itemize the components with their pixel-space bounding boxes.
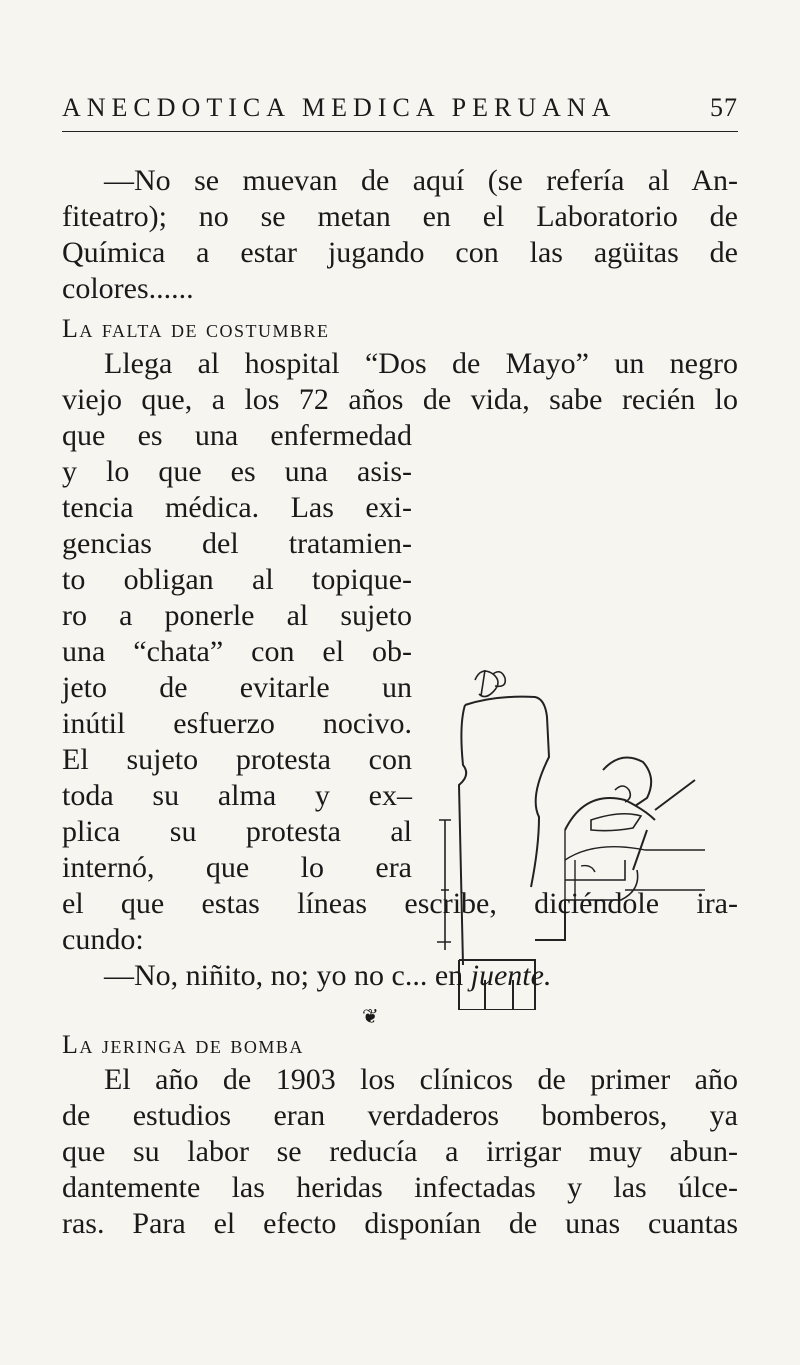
text-line: El sujeto protesta con (62, 743, 412, 776)
text-line: que es una enfermedad (62, 419, 412, 452)
running-head (62, 93, 738, 123)
text-line: ras. Para el efecto disponían de unas cuantas (62, 1207, 738, 1240)
fleuron-ornament: ❦ (362, 1006, 379, 1028)
text-line: dantemente las heridas infectadas y las úlce- (62, 1171, 738, 1204)
text-line: to obligan al topique- (62, 563, 412, 596)
text-line: inútil esfuerzo nocivo. (62, 707, 412, 740)
text-line: colores...... (62, 272, 194, 305)
text-line: y lo que es una asis- (62, 455, 412, 488)
quote-line (62, 958, 738, 994)
text-line: Llega al hospital “Dos de Mayo” un negro (104, 347, 738, 380)
text-line: viejo que, a los 72 años de vida, sabe recién lo (62, 383, 738, 416)
text-line: el que estas líneas escribe, diciéndole ira- (62, 887, 738, 920)
text-line (62, 958, 738, 994)
text-line: El año de 1903 los clínicos de primer año (104, 1063, 738, 1096)
text-line: ro a ponerle al sujeto (62, 599, 412, 632)
paragraph-2-narrow (62, 418, 412, 886)
text-line: que su labor se reducía a irrigar muy abun- (62, 1135, 738, 1168)
text-line: Química a estar jugando con las agüitas de (62, 236, 738, 269)
text-line: cundo: (62, 923, 144, 956)
text-line: internó, que lo era (62, 851, 412, 884)
paragraph-2-bottom (62, 886, 738, 958)
text-line: fiteatro); no se metan en el Laboratorio de (62, 200, 738, 233)
section-heading-2: La jeringa de bomba (62, 1030, 304, 1059)
text-line: jeto de evitarle un (62, 671, 412, 704)
quote-italic: juente. (470, 959, 552, 992)
paragraph-3 (62, 1062, 738, 1242)
running-head-title: ANECDOTICA MEDICA PERUANA (62, 93, 617, 122)
page-number: 57 (710, 93, 738, 122)
paragraph-1 (62, 163, 738, 307)
text-line: plica su protesta al (62, 815, 412, 848)
text-line: una “chata” con el ob- (62, 635, 412, 668)
text-line: toda su alma y ex– (62, 779, 412, 812)
text-line: de estudios eran verdaderos bomberos, ya (62, 1099, 738, 1132)
text-line: —No se muevan de aquí (se refería al An- (104, 164, 738, 197)
quote-text: —No, niñito, no; yo no c... en (104, 959, 471, 992)
header-rule (62, 131, 738, 132)
text-line: gencias del tratamien- (62, 527, 412, 560)
paragraph-2-top (62, 346, 738, 418)
section-heading-1: La falta de costumbre (62, 314, 330, 343)
text-line: tencia médica. Las exi- (62, 491, 412, 524)
